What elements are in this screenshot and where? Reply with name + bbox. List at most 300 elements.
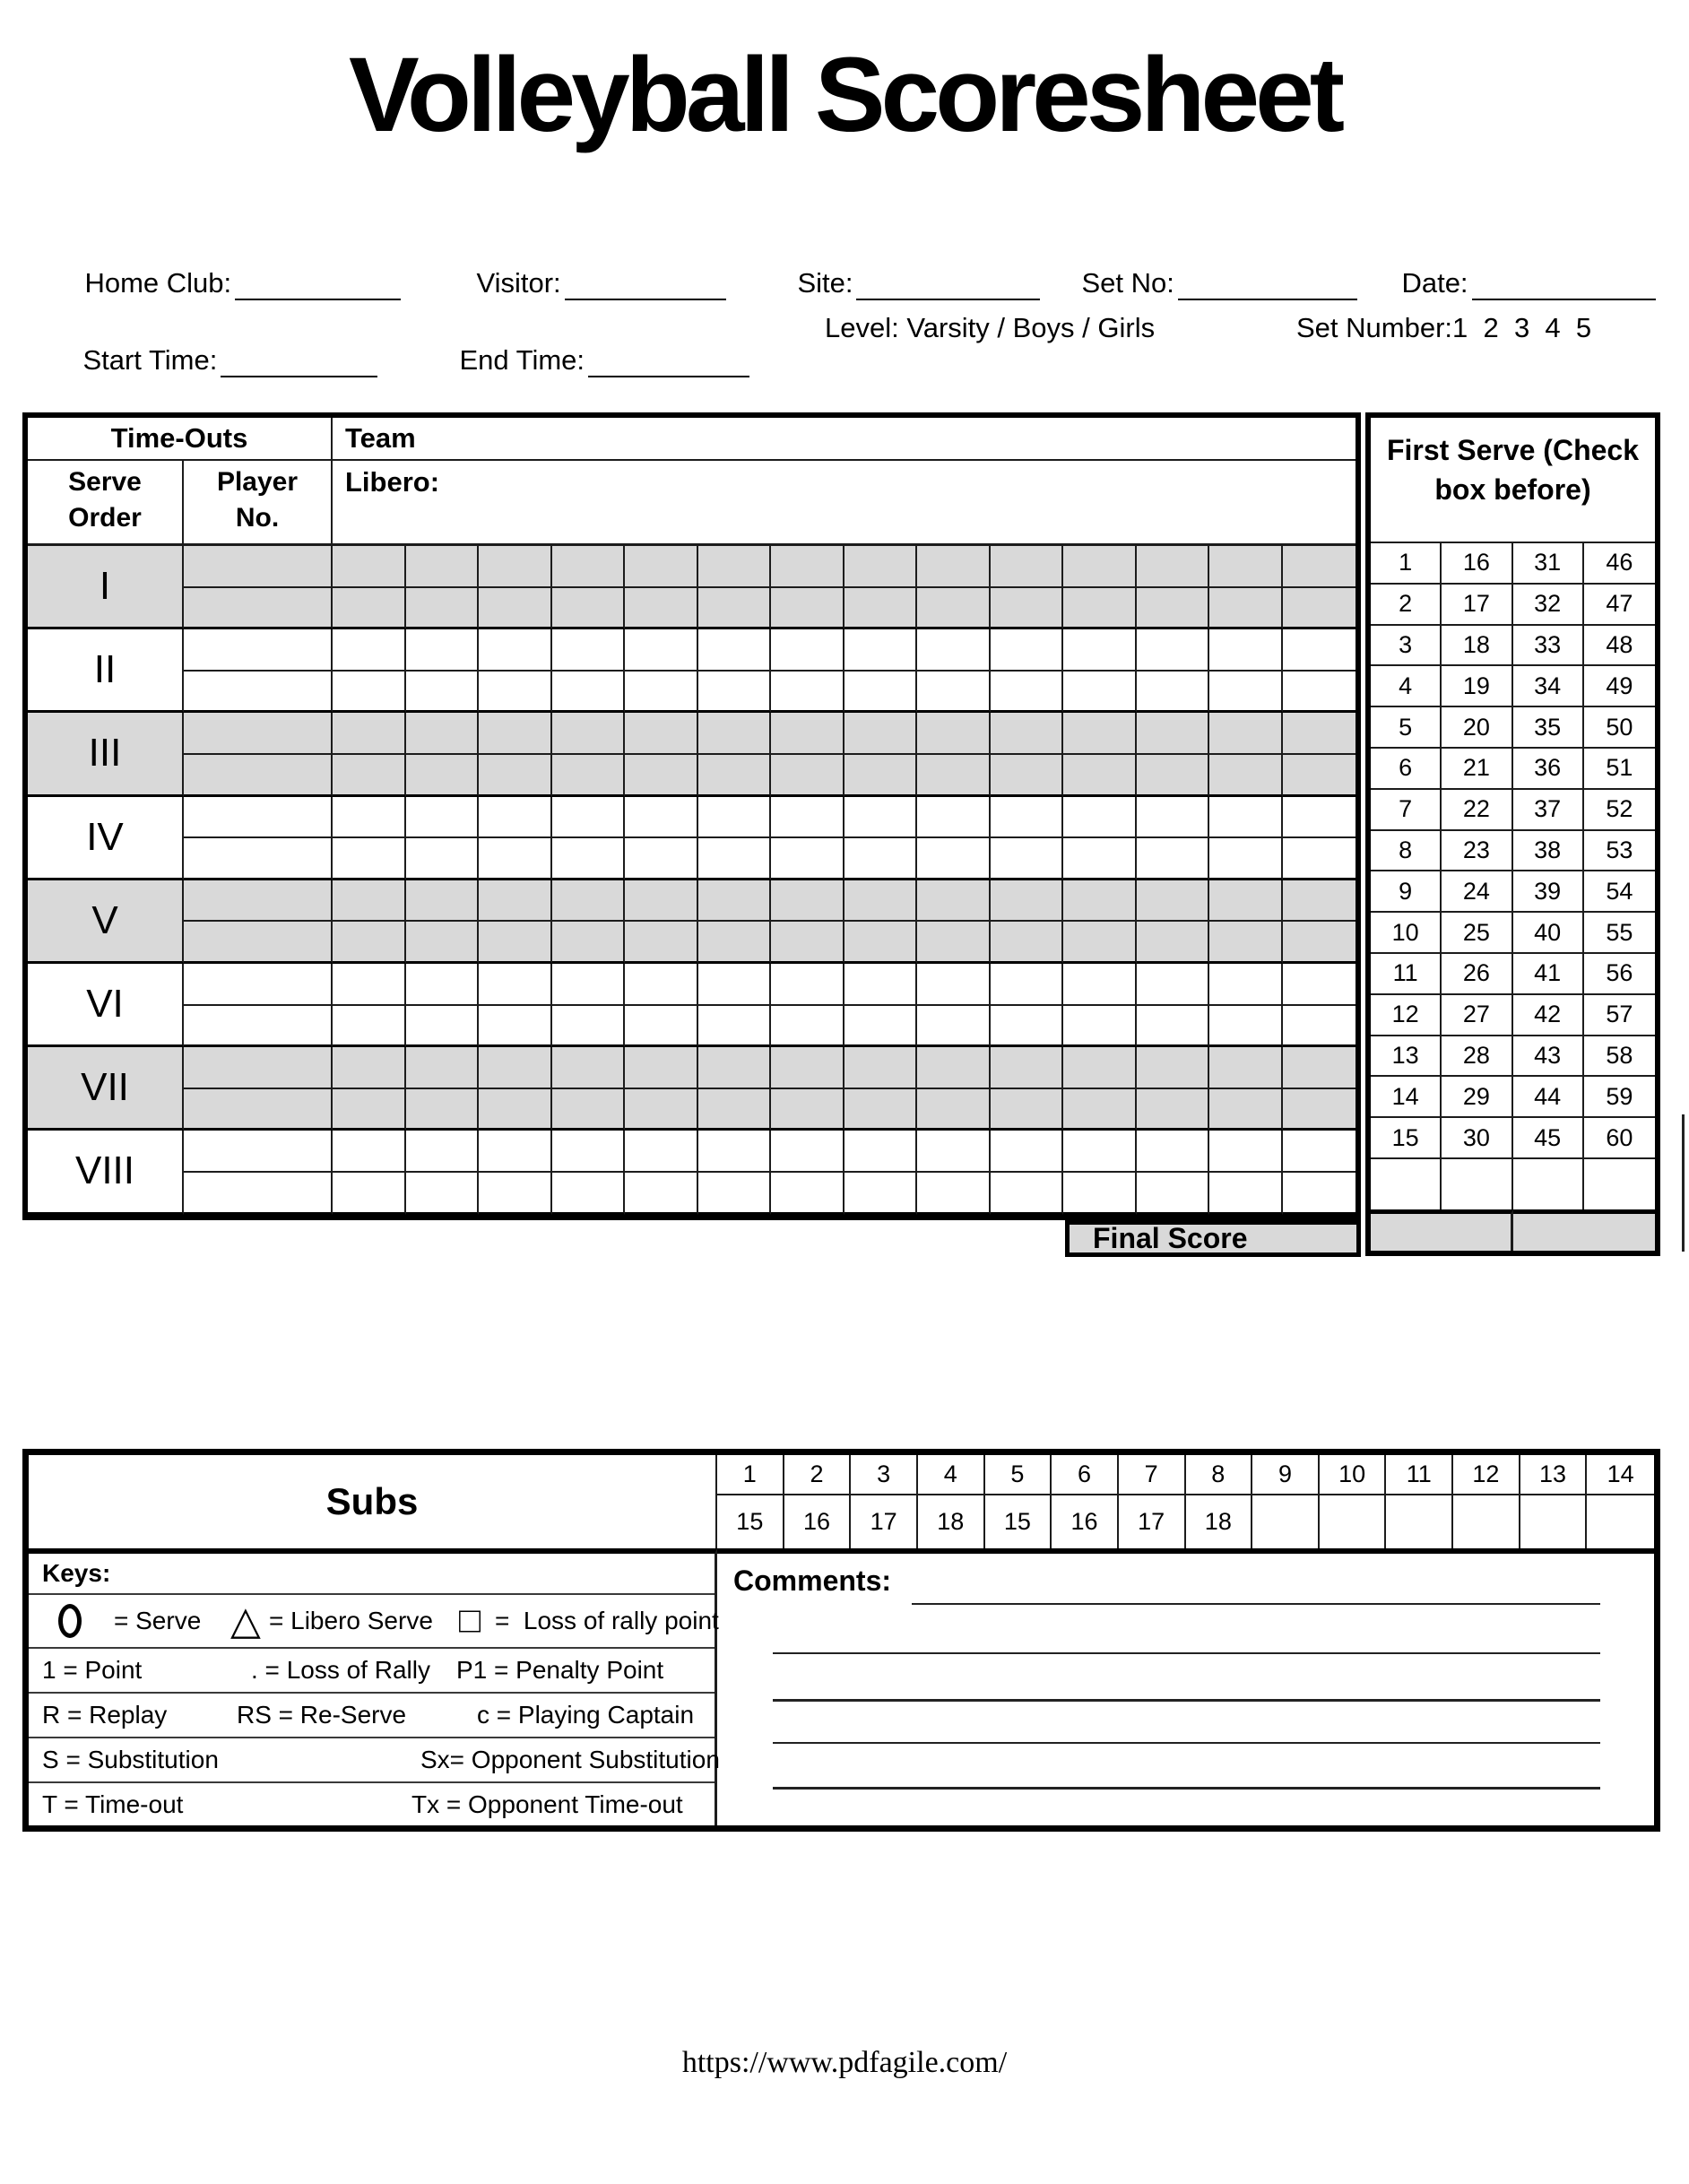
final-score-box-visitor[interactable] bbox=[1513, 1209, 1656, 1251]
first-serve-number[interactable]: 51 bbox=[1584, 749, 1655, 790]
score-cell[interactable] bbox=[406, 546, 480, 588]
score-cell[interactable] bbox=[552, 1047, 626, 1089]
score-cell[interactable] bbox=[844, 1006, 918, 1048]
first-serve-number[interactable]: 1 bbox=[1371, 543, 1442, 585]
score-cell[interactable] bbox=[698, 629, 772, 672]
score-cell[interactable] bbox=[1209, 1006, 1283, 1048]
score-cell[interactable] bbox=[1063, 1047, 1137, 1089]
score-cell[interactable] bbox=[1063, 1173, 1137, 1215]
score-cell[interactable] bbox=[991, 880, 1064, 923]
score-cell[interactable] bbox=[698, 546, 772, 588]
score-cell[interactable] bbox=[625, 964, 698, 1006]
score-cell[interactable] bbox=[406, 1047, 480, 1089]
score-cell[interactable] bbox=[1063, 797, 1137, 839]
score-cell[interactable] bbox=[479, 588, 552, 630]
score-cell[interactable] bbox=[771, 588, 844, 630]
score-cell[interactable] bbox=[991, 964, 1064, 1006]
first-serve-number[interactable]: 21 bbox=[1442, 749, 1512, 790]
first-serve-number[interactable]: 47 bbox=[1584, 585, 1655, 626]
player-no-cell[interactable] bbox=[184, 588, 333, 630]
score-cell[interactable] bbox=[771, 964, 844, 1006]
score-cell[interactable] bbox=[991, 797, 1064, 839]
score-cell[interactable] bbox=[552, 1089, 626, 1131]
first-serve-number[interactable]: 29 bbox=[1442, 1077, 1512, 1118]
score-cell[interactable] bbox=[1283, 629, 1356, 672]
first-serve-number[interactable]: 22 bbox=[1442, 790, 1512, 831]
first-serve-number[interactable]: 2 bbox=[1371, 585, 1442, 626]
first-serve-empty-cell[interactable] bbox=[1584, 1159, 1655, 1209]
score-cell[interactable] bbox=[406, 672, 480, 714]
first-serve-number[interactable]: 6 bbox=[1371, 749, 1442, 790]
score-cell[interactable] bbox=[625, 1173, 698, 1215]
player-no-cell[interactable] bbox=[184, 964, 333, 1006]
first-serve-number[interactable]: 11 bbox=[1371, 954, 1442, 995]
score-cell[interactable] bbox=[406, 1006, 480, 1048]
score-cell[interactable] bbox=[1209, 838, 1283, 880]
score-cell[interactable] bbox=[406, 588, 480, 630]
score-cell[interactable] bbox=[917, 588, 991, 630]
first-serve-number[interactable]: 52 bbox=[1584, 790, 1655, 831]
score-cell[interactable] bbox=[844, 964, 918, 1006]
score-cell[interactable] bbox=[625, 672, 698, 714]
score-cell[interactable] bbox=[1063, 964, 1137, 1006]
first-serve-number[interactable]: 60 bbox=[1584, 1118, 1655, 1159]
score-cell[interactable] bbox=[771, 797, 844, 839]
subs-number-cell[interactable] bbox=[1587, 1495, 1654, 1548]
score-cell[interactable] bbox=[1209, 713, 1283, 755]
score-cell[interactable] bbox=[1137, 964, 1210, 1006]
score-cell[interactable] bbox=[333, 629, 406, 672]
score-cell[interactable] bbox=[1283, 964, 1356, 1006]
score-cell[interactable] bbox=[844, 1173, 918, 1215]
first-serve-number[interactable]: 46 bbox=[1584, 543, 1655, 585]
score-cell[interactable] bbox=[698, 880, 772, 923]
first-serve-number[interactable]: 14 bbox=[1371, 1077, 1442, 1118]
score-cell[interactable] bbox=[1283, 588, 1356, 630]
first-serve-empty-cell[interactable] bbox=[1513, 1159, 1584, 1209]
score-cell[interactable] bbox=[991, 588, 1064, 630]
score-cell[interactable] bbox=[771, 1006, 844, 1048]
score-cell[interactable] bbox=[1137, 588, 1210, 630]
subs-number-cell[interactable]: 12 bbox=[1453, 1455, 1520, 1495]
score-cell[interactable] bbox=[771, 755, 844, 797]
subs-number-cell[interactable]: 8 bbox=[1186, 1455, 1253, 1495]
score-cell[interactable] bbox=[771, 1047, 844, 1089]
score-cell[interactable] bbox=[917, 838, 991, 880]
score-cell[interactable] bbox=[406, 1089, 480, 1131]
score-cell[interactable] bbox=[698, 755, 772, 797]
first-serve-number[interactable]: 41 bbox=[1513, 954, 1584, 995]
comment-line[interactable] bbox=[773, 1652, 1600, 1654]
first-serve-number[interactable]: 17 bbox=[1442, 585, 1512, 626]
score-cell[interactable] bbox=[1137, 1173, 1210, 1215]
score-cell[interactable] bbox=[844, 922, 918, 964]
subs-number-cell[interactable]: 15 bbox=[717, 1495, 784, 1548]
score-cell[interactable] bbox=[479, 1047, 552, 1089]
score-cell[interactable] bbox=[1283, 755, 1356, 797]
score-cell[interactable] bbox=[771, 1089, 844, 1131]
subs-number-cell[interactable] bbox=[1252, 1495, 1320, 1548]
score-cell[interactable] bbox=[479, 838, 552, 880]
score-cell[interactable] bbox=[1283, 797, 1356, 839]
score-cell[interactable] bbox=[1063, 588, 1137, 630]
subs-number-cell[interactable] bbox=[1320, 1495, 1387, 1548]
score-cell[interactable] bbox=[1209, 922, 1283, 964]
score-cell[interactable] bbox=[1137, 880, 1210, 923]
score-cell[interactable] bbox=[406, 922, 480, 964]
score-cell[interactable] bbox=[552, 713, 626, 755]
first-serve-number[interactable]: 33 bbox=[1513, 626, 1584, 667]
score-cell[interactable] bbox=[479, 1089, 552, 1131]
score-cell[interactable] bbox=[552, 964, 626, 1006]
score-cell[interactable] bbox=[698, 1089, 772, 1131]
score-cell[interactable] bbox=[333, 797, 406, 839]
score-cell[interactable] bbox=[917, 880, 991, 923]
score-cell[interactable] bbox=[406, 713, 480, 755]
score-cell[interactable] bbox=[1137, 546, 1210, 588]
first-serve-number[interactable]: 13 bbox=[1371, 1036, 1442, 1078]
score-cell[interactable] bbox=[1209, 588, 1283, 630]
subs-number-cell[interactable]: 18 bbox=[1186, 1495, 1253, 1548]
score-cell[interactable] bbox=[844, 546, 918, 588]
player-no-cell[interactable] bbox=[184, 922, 333, 964]
score-cell[interactable] bbox=[991, 1006, 1064, 1048]
first-serve-number[interactable]: 40 bbox=[1513, 913, 1584, 954]
score-cell[interactable] bbox=[479, 1006, 552, 1048]
first-serve-number[interactable]: 18 bbox=[1442, 626, 1512, 667]
score-cell[interactable] bbox=[917, 797, 991, 839]
first-serve-number[interactable]: 44 bbox=[1513, 1077, 1584, 1118]
score-cell[interactable] bbox=[552, 546, 626, 588]
score-cell[interactable] bbox=[771, 1131, 844, 1173]
first-serve-number[interactable]: 23 bbox=[1442, 831, 1512, 872]
first-serve-number[interactable]: 16 bbox=[1442, 543, 1512, 585]
score-cell[interactable] bbox=[625, 755, 698, 797]
first-serve-number[interactable]: 19 bbox=[1442, 666, 1512, 707]
comment-line[interactable] bbox=[773, 1699, 1600, 1702]
score-cell[interactable] bbox=[1063, 755, 1137, 797]
score-cell[interactable] bbox=[844, 629, 918, 672]
score-cell[interactable] bbox=[1283, 838, 1356, 880]
score-cell[interactable] bbox=[1209, 880, 1283, 923]
score-cell[interactable] bbox=[1063, 1006, 1137, 1048]
score-cell[interactable] bbox=[1209, 1089, 1283, 1131]
score-cell[interactable] bbox=[625, 713, 698, 755]
score-cell[interactable] bbox=[991, 1089, 1064, 1131]
score-cell[interactable] bbox=[698, 797, 772, 839]
score-cell[interactable] bbox=[1137, 838, 1210, 880]
home-club-blank[interactable] bbox=[235, 268, 401, 300]
score-cell[interactable] bbox=[479, 797, 552, 839]
footer-url[interactable]: https://www.pdfagile.com/ bbox=[681, 2046, 1008, 2079]
score-cell[interactable] bbox=[479, 964, 552, 1006]
score-cell[interactable] bbox=[1137, 1089, 1210, 1131]
player-no-cell[interactable] bbox=[184, 1131, 333, 1173]
score-cell[interactable] bbox=[479, 672, 552, 714]
score-cell[interactable] bbox=[698, 1047, 772, 1089]
score-cell[interactable] bbox=[991, 922, 1064, 964]
score-cell[interactable] bbox=[479, 629, 552, 672]
score-cell[interactable] bbox=[698, 1131, 772, 1173]
score-cell[interactable] bbox=[1283, 1131, 1356, 1173]
subs-number-cell[interactable]: 1 bbox=[717, 1455, 784, 1495]
score-cell[interactable] bbox=[1137, 797, 1210, 839]
first-serve-number[interactable]: 36 bbox=[1513, 749, 1584, 790]
first-serve-number[interactable]: 26 bbox=[1442, 954, 1512, 995]
subs-number-cell[interactable]: 3 bbox=[851, 1455, 918, 1495]
score-cell[interactable] bbox=[625, 838, 698, 880]
score-cell[interactable] bbox=[1209, 546, 1283, 588]
score-cell[interactable] bbox=[1209, 1173, 1283, 1215]
score-cell[interactable] bbox=[991, 1047, 1064, 1089]
score-cell[interactable] bbox=[771, 838, 844, 880]
first-serve-number[interactable]: 55 bbox=[1584, 913, 1655, 954]
score-cell[interactable] bbox=[771, 1173, 844, 1215]
score-cell[interactable] bbox=[917, 1173, 991, 1215]
player-no-cell[interactable] bbox=[184, 672, 333, 714]
score-cell[interactable] bbox=[917, 1089, 991, 1131]
score-cell[interactable] bbox=[406, 797, 480, 839]
score-cell[interactable] bbox=[991, 546, 1064, 588]
score-cell[interactable] bbox=[844, 838, 918, 880]
score-cell[interactable] bbox=[479, 1173, 552, 1215]
score-cell[interactable] bbox=[625, 546, 698, 588]
score-cell[interactable] bbox=[1209, 1131, 1283, 1173]
score-cell[interactable] bbox=[333, 1047, 406, 1089]
first-serve-number[interactable]: 38 bbox=[1513, 831, 1584, 872]
score-cell[interactable] bbox=[333, 546, 406, 588]
first-serve-number[interactable]: 50 bbox=[1584, 707, 1655, 749]
first-serve-number[interactable]: 7 bbox=[1371, 790, 1442, 831]
score-cell[interactable] bbox=[552, 588, 626, 630]
score-cell[interactable] bbox=[991, 755, 1064, 797]
first-serve-number[interactable]: 10 bbox=[1371, 913, 1442, 954]
first-serve-number[interactable]: 30 bbox=[1442, 1118, 1512, 1159]
score-cell[interactable] bbox=[333, 964, 406, 1006]
score-cell[interactable] bbox=[698, 713, 772, 755]
subs-number-cell[interactable]: 14 bbox=[1587, 1455, 1654, 1495]
score-cell[interactable] bbox=[333, 880, 406, 923]
subs-number-cell[interactable]: 13 bbox=[1520, 1455, 1588, 1495]
subs-number-cell[interactable]: 15 bbox=[985, 1495, 1052, 1548]
first-serve-number[interactable]: 49 bbox=[1584, 666, 1655, 707]
score-cell[interactable] bbox=[406, 838, 480, 880]
first-serve-number[interactable]: 5 bbox=[1371, 707, 1442, 749]
score-cell[interactable] bbox=[698, 1173, 772, 1215]
score-cell[interactable] bbox=[991, 1131, 1064, 1173]
subs-number-cell[interactable]: 16 bbox=[784, 1495, 852, 1548]
date-blank[interactable] bbox=[1472, 268, 1656, 300]
score-cell[interactable] bbox=[844, 797, 918, 839]
score-cell[interactable] bbox=[1063, 713, 1137, 755]
first-serve-number[interactable]: 15 bbox=[1371, 1118, 1442, 1159]
player-no-cell[interactable] bbox=[184, 629, 333, 672]
score-cell[interactable] bbox=[917, 1047, 991, 1089]
comment-line[interactable] bbox=[773, 1742, 1600, 1744]
first-serve-number[interactable]: 24 bbox=[1442, 871, 1512, 913]
score-cell[interactable] bbox=[552, 1006, 626, 1048]
player-no-cell[interactable] bbox=[184, 838, 333, 880]
score-cell[interactable] bbox=[1209, 1047, 1283, 1089]
score-cell[interactable] bbox=[625, 629, 698, 672]
first-serve-number[interactable]: 9 bbox=[1371, 871, 1442, 913]
score-cell[interactable] bbox=[844, 588, 918, 630]
score-cell[interactable] bbox=[1137, 672, 1210, 714]
comment-line[interactable] bbox=[912, 1603, 1600, 1605]
score-cell[interactable] bbox=[479, 713, 552, 755]
score-cell[interactable] bbox=[917, 1006, 991, 1048]
score-cell[interactable] bbox=[844, 880, 918, 923]
score-cell[interactable] bbox=[552, 922, 626, 964]
first-serve-number[interactable]: 39 bbox=[1513, 871, 1584, 913]
score-cell[interactable] bbox=[1137, 1047, 1210, 1089]
score-cell[interactable] bbox=[1063, 922, 1137, 964]
score-cell[interactable] bbox=[844, 713, 918, 755]
score-cell[interactable] bbox=[844, 1047, 918, 1089]
final-score-box-home[interactable] bbox=[1371, 1209, 1513, 1251]
score-cell[interactable] bbox=[1063, 1089, 1137, 1131]
subs-number-cell[interactable]: 11 bbox=[1386, 1455, 1453, 1495]
score-cell[interactable] bbox=[625, 922, 698, 964]
score-cell[interactable] bbox=[991, 629, 1064, 672]
score-cell[interactable] bbox=[991, 713, 1064, 755]
score-cell[interactable] bbox=[698, 922, 772, 964]
score-cell[interactable] bbox=[333, 838, 406, 880]
first-serve-empty-cell[interactable] bbox=[1442, 1159, 1512, 1209]
player-no-cell[interactable] bbox=[184, 797, 333, 839]
score-cell[interactable] bbox=[698, 672, 772, 714]
start-time-blank[interactable] bbox=[221, 345, 377, 377]
score-cell[interactable] bbox=[1137, 755, 1210, 797]
subs-number-cell[interactable]: 4 bbox=[918, 1455, 985, 1495]
score-cell[interactable] bbox=[1283, 1173, 1356, 1215]
score-cell[interactable] bbox=[698, 1006, 772, 1048]
first-serve-number[interactable]: 48 bbox=[1584, 626, 1655, 667]
first-serve-number[interactable]: 20 bbox=[1442, 707, 1512, 749]
score-cell[interactable] bbox=[1283, 922, 1356, 964]
score-cell[interactable] bbox=[771, 922, 844, 964]
first-serve-number[interactable]: 45 bbox=[1513, 1118, 1584, 1159]
score-cell[interactable] bbox=[917, 672, 991, 714]
score-cell[interactable] bbox=[552, 755, 626, 797]
score-cell[interactable] bbox=[1283, 713, 1356, 755]
score-cell[interactable] bbox=[771, 672, 844, 714]
score-cell[interactable] bbox=[333, 1173, 406, 1215]
score-cell[interactable] bbox=[991, 672, 1064, 714]
score-cell[interactable] bbox=[625, 588, 698, 630]
score-cell[interactable] bbox=[1137, 922, 1210, 964]
score-cell[interactable] bbox=[1209, 672, 1283, 714]
subs-number-cell[interactable]: 7 bbox=[1119, 1455, 1186, 1495]
first-serve-number[interactable]: 43 bbox=[1513, 1036, 1584, 1078]
score-cell[interactable] bbox=[698, 838, 772, 880]
score-cell[interactable] bbox=[1283, 1089, 1356, 1131]
score-cell[interactable] bbox=[771, 880, 844, 923]
score-cell[interactable] bbox=[552, 838, 626, 880]
score-cell[interactable] bbox=[1063, 672, 1137, 714]
score-cell[interactable] bbox=[1283, 880, 1356, 923]
first-serve-number[interactable]: 4 bbox=[1371, 666, 1442, 707]
subs-number-cell[interactable] bbox=[1386, 1495, 1453, 1548]
score-cell[interactable] bbox=[406, 1173, 480, 1215]
score-cell[interactable] bbox=[991, 838, 1064, 880]
score-cell[interactable] bbox=[917, 713, 991, 755]
player-no-cell[interactable] bbox=[184, 1089, 333, 1131]
score-cell[interactable] bbox=[917, 1131, 991, 1173]
first-serve-number[interactable]: 25 bbox=[1442, 913, 1512, 954]
subs-number-cell[interactable]: 16 bbox=[1052, 1495, 1119, 1548]
score-cell[interactable] bbox=[844, 672, 918, 714]
score-cell[interactable] bbox=[917, 546, 991, 588]
first-serve-number[interactable]: 58 bbox=[1584, 1036, 1655, 1078]
player-no-cell[interactable] bbox=[184, 880, 333, 923]
score-cell[interactable] bbox=[479, 1131, 552, 1173]
score-cell[interactable] bbox=[1137, 629, 1210, 672]
score-cell[interactable] bbox=[1283, 546, 1356, 588]
score-cell[interactable] bbox=[1283, 672, 1356, 714]
first-serve-number[interactable]: 42 bbox=[1513, 995, 1584, 1036]
score-cell[interactable] bbox=[625, 1047, 698, 1089]
score-cell[interactable] bbox=[1283, 1047, 1356, 1089]
score-cell[interactable] bbox=[333, 755, 406, 797]
player-no-cell[interactable] bbox=[184, 1006, 333, 1048]
score-cell[interactable] bbox=[844, 1131, 918, 1173]
first-serve-number[interactable]: 3 bbox=[1371, 626, 1442, 667]
first-serve-number[interactable]: 57 bbox=[1584, 995, 1655, 1036]
score-cell[interactable] bbox=[917, 964, 991, 1006]
first-serve-number[interactable]: 53 bbox=[1584, 831, 1655, 872]
score-cell[interactable] bbox=[552, 880, 626, 923]
score-cell[interactable] bbox=[625, 1006, 698, 1048]
score-cell[interactable] bbox=[333, 672, 406, 714]
score-cell[interactable] bbox=[479, 922, 552, 964]
first-serve-empty-cell[interactable] bbox=[1371, 1159, 1442, 1209]
first-serve-number[interactable]: 35 bbox=[1513, 707, 1584, 749]
player-no-cell[interactable] bbox=[184, 713, 333, 755]
score-cell[interactable] bbox=[844, 1089, 918, 1131]
score-cell[interactable] bbox=[625, 1131, 698, 1173]
first-serve-number[interactable]: 59 bbox=[1584, 1077, 1655, 1118]
first-serve-number[interactable]: 56 bbox=[1584, 954, 1655, 995]
score-cell[interactable] bbox=[552, 1173, 626, 1215]
score-cell[interactable] bbox=[552, 672, 626, 714]
score-cell[interactable] bbox=[333, 1131, 406, 1173]
comment-line[interactable] bbox=[773, 1787, 1600, 1790]
score-cell[interactable] bbox=[552, 797, 626, 839]
score-cell[interactable] bbox=[406, 880, 480, 923]
score-cell[interactable] bbox=[1063, 838, 1137, 880]
score-cell[interactable] bbox=[1137, 713, 1210, 755]
score-cell[interactable] bbox=[1063, 1131, 1137, 1173]
subs-number-cell[interactable]: 9 bbox=[1252, 1455, 1320, 1495]
first-serve-number[interactable]: 31 bbox=[1513, 543, 1584, 585]
score-cell[interactable] bbox=[917, 755, 991, 797]
score-cell[interactable] bbox=[698, 588, 772, 630]
end-time-blank[interactable] bbox=[588, 345, 749, 377]
score-cell[interactable] bbox=[771, 713, 844, 755]
player-no-cell[interactable] bbox=[184, 1173, 333, 1215]
score-cell[interactable] bbox=[625, 797, 698, 839]
subs-number-cell[interactable]: 10 bbox=[1320, 1455, 1387, 1495]
player-no-cell[interactable] bbox=[184, 1047, 333, 1089]
subs-number-cell[interactable]: 17 bbox=[1119, 1495, 1186, 1548]
score-cell[interactable] bbox=[771, 629, 844, 672]
score-cell[interactable] bbox=[1063, 880, 1137, 923]
score-cell[interactable] bbox=[991, 1173, 1064, 1215]
score-cell[interactable] bbox=[406, 755, 480, 797]
score-cell[interactable] bbox=[771, 546, 844, 588]
score-cell[interactable] bbox=[1137, 1006, 1210, 1048]
